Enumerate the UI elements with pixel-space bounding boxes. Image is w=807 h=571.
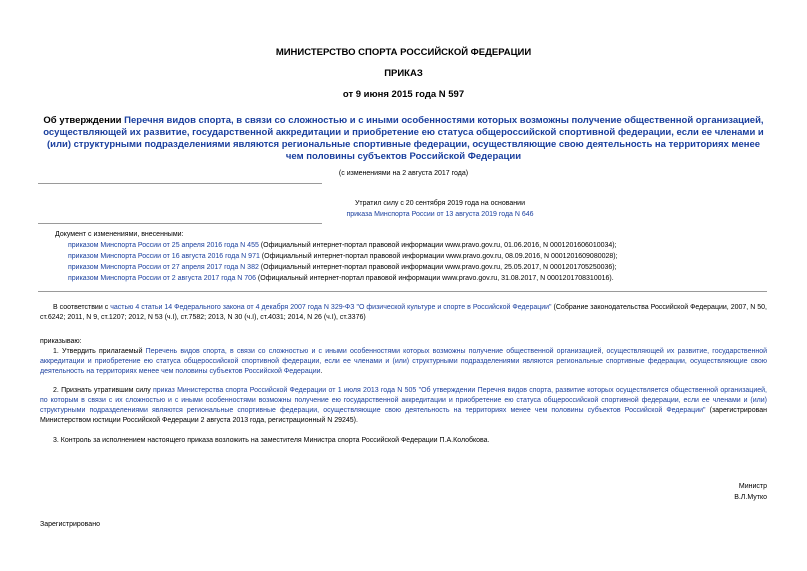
signature-position: Министр — [738, 483, 767, 490]
divider — [38, 291, 767, 292]
amendment-source: (Официальный интернет-портал правовой информации www.pravo.gov.ru, 01.06.2016, N 0001201606010034); — [258, 242, 617, 249]
list-link[interactable]: Перечень видов спорта, в связи со сложностью и с иными особенностями которых возможны получение общественной организацией, осуществляющей их развитие, государственной аккредитации и приобретение ею статуса общероссийской спортивной федерации, если ее членами и (или) структурными подразделениями являются региональные спортивные федерации, осуществляющие свою деятельность на территориях менее чем половины субъектов Российской Федерации — [40, 348, 767, 375]
lost-force-link[interactable]: приказа Минспорта России от 13 августа 2019 года N 646 — [346, 211, 534, 218]
item-1-text: 1. Утвердить прилагаемый — [53, 348, 146, 355]
lost-force-line: Утратил силу с 20 сентября 2019 года на основании — [354, 200, 525, 207]
amendment-source: (Официальный интернет-портал правовой информации www.pravo.gov.ru, 25.05.2017, N 0001201705250036); — [258, 264, 617, 271]
doc-title-prefix: Об утверждении — [43, 115, 125, 126]
amendment-item — [55, 251, 775, 262]
preamble-citation: (Собрание законодательства Российской Федерации, 2007, N 50, ст.6242; 2011, N 9, ст.1207; 2012, N 53 (ч.I), ст.7582; 2013, N 30 (ч.I), ст.4031; 2014, N 26 (ч.I), ст.3376) — [40, 304, 768, 321]
amendment-link[interactable]: приказом Минспорта России от 25 апреля 2016 года N 455 — [68, 242, 259, 249]
doc-title — [40, 115, 767, 163]
item-3-paragraph: 3. Контроль за исполнением настоящего приказа возложить на заместителя Министра спорта Российской Федерации П.А.Колобкова. — [53, 437, 490, 444]
signature-block — [600, 481, 767, 503]
divider — [38, 223, 322, 224]
amendment-item — [55, 273, 775, 284]
item-2-paragraph — [40, 386, 767, 426]
registered-label: Зарегистрировано — [40, 521, 100, 528]
lost-force-note — [240, 198, 640, 220]
signature-name: В.Л.Мутко — [734, 494, 767, 501]
amendment-item — [55, 240, 775, 251]
item-1-end: . — [320, 368, 323, 375]
preamble-text: В соответствии с — [53, 304, 111, 311]
doc-title-link[interactable]: Перечня видов спорта, в связи со сложностью и с иными особенностями которых возможны получение общественной организацией, осуществляющей их развитие, государственной аккредитации и приобретение ею статуса общероссийской спортивной федерации, если ее членами и (или) структурными подразделениями являются региональные спортивные федерации, осуществляющие свою деятельность на территориях менее чем половины субъектов Российской Федерации — [43, 115, 764, 162]
amendment-link[interactable]: приказом Минспорта России от 2 августа 2017 года N 706 — [68, 275, 256, 282]
amendment-link[interactable]: приказом Минспорта России от 27 апреля 2017 года N 382 — [68, 264, 259, 271]
amendment-source: (Официальный интернет-портал правовой информации www.pravo.gov.ru, 08.09.2016, N 0001201609080028); — [259, 253, 618, 260]
item-2-end: (зарегистрирован Министерством юстиции Российской Федерации 2 августа 2013 года, регистрационный N 29245). — [40, 407, 767, 424]
repealed-order-link[interactable]: приказ Министерства спорта Российской Федерации от 1 июля 2013 года N 505 "Об утверждении Перечня видов спорта, развитие которых осуществляется общественной организацией, по которым в связи с их сложностью и с иными особенностями возможны получение ею государственной аккредитации и приобретение ею статуса общероссийской спортивной федерации, если ее членами и (или) структурными подразделениями являются региональные спортивные федерации, осуществляющие свою деятельность на территориях менее чем половины субъектов Российской Федерации" — [40, 387, 767, 414]
amendments-block — [55, 229, 775, 284]
item-1-paragraph — [40, 347, 767, 377]
amendment-source: (Официальный интернет-портал правовой информации www.pravo.gov.ru, 31.08.2017, N 0001201708310016). — [255, 275, 614, 282]
amendment-link[interactable]: приказом Минспорта России от 16 августа 2016 года N 971 — [68, 253, 260, 260]
ministry-name: МИНИСТЕРСТВО СПОРТА РОССИЙСКОЙ ФЕДЕРАЦИИ — [275, 47, 532, 58]
changes-note: (с изменениями на 2 августа 2017 года) — [338, 170, 469, 177]
doc-date: от 9 июня 2015 года N 597 — [342, 89, 465, 100]
order-word: приказываю: — [40, 338, 82, 345]
doc-type: ПРИКАЗ — [384, 68, 423, 79]
federal-law-link[interactable]: частью 4 статьи 14 Федерального закона от 4 декабря 2007 года N 329-ФЗ "О физической культуре и спорте в Российской Федерации" — [110, 304, 552, 311]
preamble-paragraph — [40, 303, 767, 323]
divider — [38, 183, 322, 184]
amendment-item — [55, 262, 775, 273]
item-2-text: 2. Признать утратившим силу — [53, 387, 153, 394]
amendments-heading: Документ с изменениями, внесенными: — [55, 231, 184, 238]
